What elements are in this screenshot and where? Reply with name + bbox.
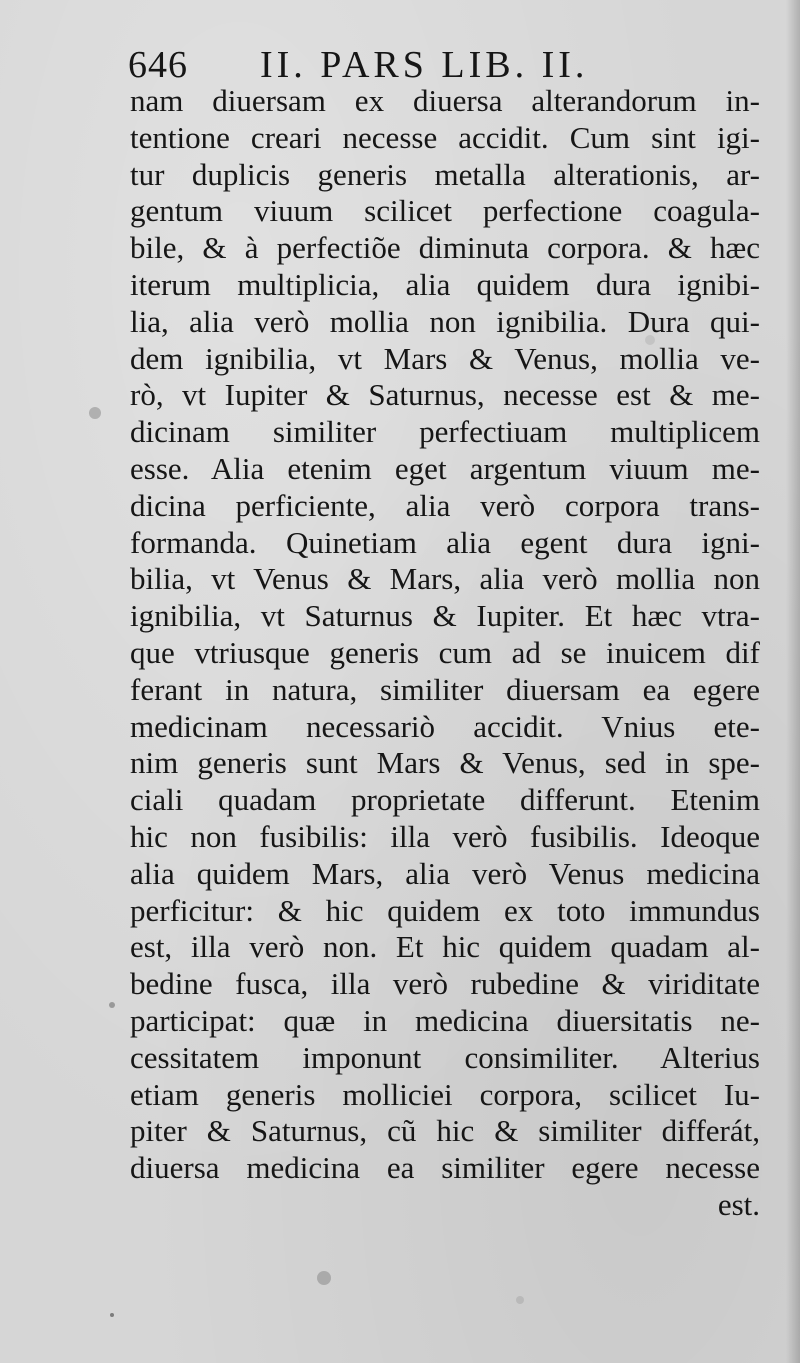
text-line: diuersa medicina ea similiter egere necesse bbox=[130, 1150, 760, 1186]
text-line: bile, & à perfectiõe diminuta corpora. & hæc bbox=[130, 230, 760, 266]
text-line: bedine fusca, illa verò rubedine & viriditate bbox=[130, 966, 760, 1002]
text-line: dem ignibilia, vt Mars & Venus, mollia ve- bbox=[130, 340, 760, 376]
ink-speck bbox=[89, 407, 101, 419]
text-line: cessitatem imponunt consimiliter. Alterius bbox=[130, 1039, 760, 1075]
text-line: lia, alia verò mollia non ignibilia. Dura qui- bbox=[130, 303, 760, 339]
text-line: dicinam similiter perfectiuam multiplicem bbox=[130, 414, 760, 450]
text-line: est, illa verò non. Et hic quidem quadam al- bbox=[130, 929, 760, 965]
text-line: piter & Saturnus, cũ hic & similiter differát, bbox=[130, 1113, 760, 1149]
text-line: medicinam necessariò accidit. Vnius ete- bbox=[130, 708, 760, 744]
text-line: participat: quæ in medicina diuersitatis ne- bbox=[130, 1002, 760, 1038]
text-line: ignibilia, vt Saturnus & Iupiter. Et hæc vtra- bbox=[130, 598, 760, 634]
text-line: que vtriusque generis cum ad se inuicem dif bbox=[130, 634, 760, 670]
text-line: tur duplicis generis metalla alterationis, ar- bbox=[130, 156, 760, 192]
text-line: iterum multiplicia, alia quidem dura ignibi- bbox=[130, 266, 760, 302]
ink-speck bbox=[645, 335, 655, 345]
running-head: II. PARS LIB. II. bbox=[260, 44, 589, 86]
text-line: etiam generis molliciei corpora, scilicet Iu- bbox=[130, 1076, 760, 1112]
ink-speck bbox=[110, 1313, 114, 1317]
text-line: formanda. Quinetiam alia egent dura igni- bbox=[130, 524, 760, 560]
text-line: ferant in natura, similiter diuersam ea egere bbox=[130, 671, 760, 707]
text-line: tentione creari necesse accidit. Cum sint igi- bbox=[130, 119, 760, 155]
text-line: hic non fusibilis: illa verò fusibilis. Ideoque bbox=[130, 818, 760, 854]
ink-speck bbox=[317, 1271, 331, 1285]
text-line: dicina perficiente, alia verò corpora trans- bbox=[130, 487, 760, 523]
text-line: nim generis sunt Mars & Venus, sed in spe- bbox=[130, 745, 760, 781]
text-line: est. bbox=[717, 1186, 760, 1222]
text-line: nam diuersam ex diuersa alterandorum in- bbox=[130, 83, 760, 118]
text-line: gentum viuum scilicet perfectione coagula- bbox=[130, 193, 760, 229]
text-line: ciali quadam proprietate differunt. Etenim bbox=[130, 782, 760, 818]
ink-speck bbox=[109, 1002, 115, 1008]
text-line: esse. Alia etenim eget argentum viuum me- bbox=[130, 450, 760, 486]
ink-speck bbox=[516, 1296, 524, 1304]
page-number: 646 bbox=[128, 44, 188, 86]
text-line: rò, vt Iupiter & Saturnus, necesse est & me- bbox=[130, 377, 760, 413]
text-line: alia quidem Mars, alia verò Venus medicina bbox=[130, 855, 760, 891]
text-line: bilia, vt Venus & Mars, alia verò mollia non bbox=[130, 561, 760, 597]
text-line: perficitur: & hic quidem ex toto immundus bbox=[130, 892, 760, 928]
